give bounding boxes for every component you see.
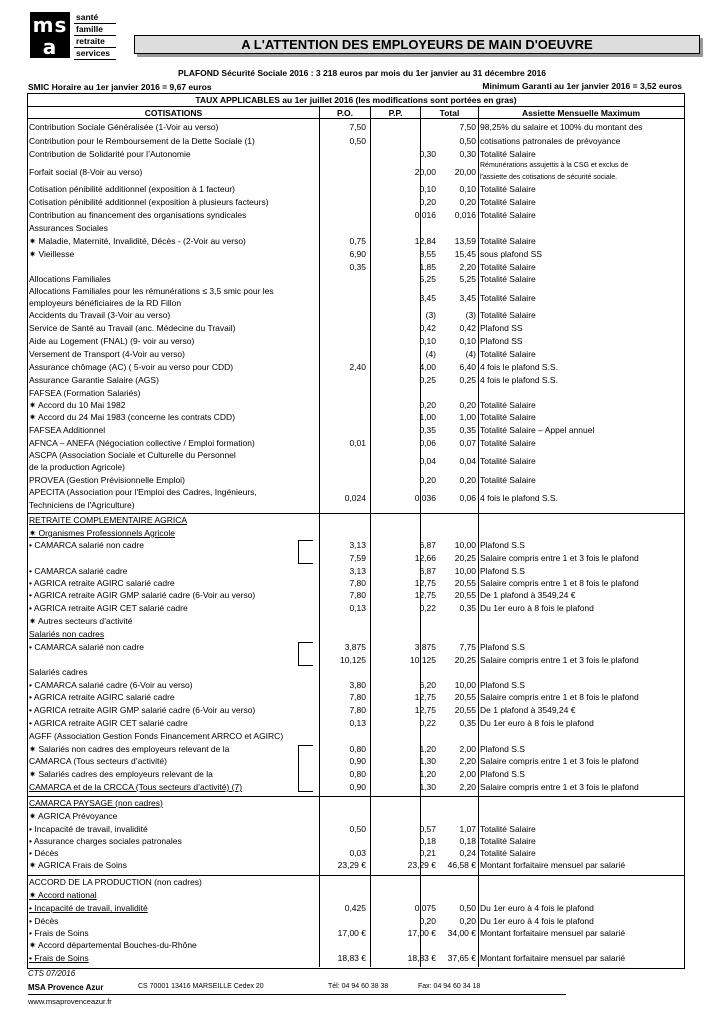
cell-po: 23,29 € — [337, 860, 366, 870]
cell-total: 34,00 € — [447, 928, 476, 938]
divider — [27, 118, 684, 119]
cell-po: 0,03 — [349, 848, 366, 858]
msa-logo: ms a — [30, 12, 70, 58]
cell-total: 5,25 — [459, 274, 476, 284]
cell-cotisation: • Incapacité de travail, invalidité — [29, 824, 148, 834]
cell-cotisation: Salariés cadres — [29, 667, 88, 677]
cell-cotisation: ✷ Accord du 10 Mai 1982 — [29, 400, 126, 410]
cell-total: 37,65 € — [447, 953, 476, 963]
cell-total: 0,20 — [459, 916, 476, 926]
cell-total: 20,55 — [454, 692, 476, 702]
cell-pp: 1,30 — [419, 782, 436, 792]
cell-cotisation: CAMARCA (Tous secteurs d’activité) — [29, 756, 167, 766]
cell-assiette: Du 1er euro à 4 fois le plafond — [480, 916, 594, 926]
footer-address: CS 70001 13416 MARSEILLE Cedex 20 — [138, 983, 264, 990]
col-header-total: Total — [439, 108, 460, 118]
cell-total: 20,55 — [454, 578, 476, 588]
cell-total: 0,10 — [459, 336, 476, 346]
taux-caption: TAUX APPLICABLES au 1er juillet 2016 (les modifications sont portées en gras) — [195, 95, 517, 105]
cell-po: 0,90 — [349, 782, 366, 792]
bracket — [298, 745, 313, 792]
cell-pp: 1,85 — [419, 262, 436, 272]
cell-pp: 0,22 — [419, 603, 436, 613]
cell-pp: (3) — [425, 310, 436, 320]
cell-pp: 8,55 — [419, 249, 436, 259]
cell-pp: 0,18 — [419, 836, 436, 846]
cell-total: 3,45 — [459, 293, 476, 303]
cell-pp: 0,21 — [419, 848, 436, 858]
cell-assiette: Totalité Salaire — [480, 349, 536, 359]
cell-cotisation: FAFSEA Additionnel — [29, 425, 106, 435]
cell-assiette: 98,25% du salaire et 100% du montant des — [480, 122, 643, 132]
cell-cotisation: ✷ AGRICA Prévoyance — [29, 811, 118, 821]
cell-assiette: Plafond S.S — [480, 769, 525, 779]
cell-po: 0,75 — [349, 236, 366, 246]
footer-fax: Fax: 04 94 60 34 18 — [418, 983, 481, 990]
bracket — [298, 642, 313, 666]
smic-line: SMIC Horaire au 1er janvier 2016 = 9,67 euros — [28, 82, 212, 92]
cell-pp: 1,20 — [419, 769, 436, 779]
cell-assiette: Salaire compris entre 1 et 3 fois le plafond — [480, 782, 639, 792]
cell-cotisation: • AGRICA retraite AGIR CET salarié cadre — [29, 718, 188, 728]
cell-po: 0,35 — [349, 262, 366, 272]
cell-pp: 0,20 — [419, 916, 436, 926]
cell-pp: 0,016 — [414, 210, 436, 220]
cell-total: 13,59 — [454, 236, 476, 246]
cell-cotisation: Assurances Sociales — [29, 223, 108, 233]
cell-assiette: Du 1er euro à 8 fois le plafond — [480, 603, 594, 613]
cell-cotisation: Allocations Familiales — [29, 274, 111, 284]
cell-po: 7,80 — [349, 705, 366, 715]
cell-po: 0,80 — [349, 744, 366, 754]
footer-web: www.msaprovenceazur.fr — [28, 997, 112, 1006]
divider — [27, 875, 684, 876]
cell-assiette: Salaire compris entre 1 et 8 fois le plafond — [480, 692, 639, 702]
cell-po: 0,024 — [344, 493, 366, 503]
cell-pp: 0,10 — [419, 336, 436, 346]
cell-pp: (4) — [425, 349, 436, 359]
cell-total: 46,58 € — [447, 860, 476, 870]
cell-cotisation: APECITA (Association pour l'Emploi des Cadres, Ingénieurs, — [29, 487, 257, 497]
cell-assiette: Totalité Salaire — [480, 184, 536, 194]
cell-cotisation: ACCORD DE LA PRODUCTION (non cadres) — [29, 877, 202, 887]
cell-assiette: Plafond S.S — [480, 566, 525, 576]
cell-cotisation: Cotisation pénibilité additionnel (exposition à plusieurs facteurs) — [29, 197, 269, 207]
cell-cotisation: Assurance Garantie Salaire (AGS) — [29, 375, 159, 385]
cell-cotisation: • CAMARCA salarié cadre (6-Voir au verso) — [29, 680, 193, 690]
cell-pp: 4,00 — [419, 362, 436, 372]
cell-pp: 6,20 — [419, 680, 436, 690]
cell-cotisation: • Incapacité de travail, invalidité — [29, 903, 148, 913]
cell-cotisation: • AGRICA retraite AGIR GMP salarié cadre (6-Voir au verso) — [29, 705, 256, 715]
cell-assiette: Totalité Salaire — [480, 197, 536, 207]
plafond-line: PLAFOND Sécurité Sociale 2016 : 3 218 euros par mois du 1er janvier au 31 décembre 2016 — [177, 68, 547, 78]
cell-total: 0,10 — [459, 184, 476, 194]
cell-cotisation: Aide au Logement (FNAL) (9- voir au verso) — [29, 336, 195, 346]
cell-cotisation: Forfait social (8-Voir au verso) — [29, 167, 143, 177]
cell-cotisation: ✷ Salariés non cadres des employeurs relevant de la — [29, 744, 230, 754]
cell-po: 0,425 — [344, 903, 366, 913]
cell-pp: 0,20 — [419, 197, 436, 207]
cell-cotisation: ✷ Accord national — [29, 890, 97, 900]
cell-total: 1,00 — [459, 412, 476, 422]
cell-cotisation: • AGRICA retraite AGIRC salarié cadre — [29, 692, 175, 702]
cell-cotisation: Salariés non cadres — [29, 629, 105, 639]
cell-cotisation: ASCPA (Association Sociale et Culturelle du Personnel — [29, 450, 236, 460]
cell-po: 3,875 — [344, 642, 366, 652]
cell-cotisation: ✷ AGRICA Frais de Soins — [29, 860, 127, 870]
cell-total: 0,24 — [459, 848, 476, 858]
cell-total: 0,35 — [459, 425, 476, 435]
cell-cotisation: • Frais de Soins — [29, 928, 89, 938]
cell-assiette: cotisations patronales de prévoyance — [480, 136, 621, 146]
cell-pp: 0,04 — [419, 456, 436, 466]
cell-cotisation: Contribution pour le Remboursement de la Dette Sociale (1) — [29, 136, 255, 146]
cell-assiette: Totalité Salaire — [480, 848, 536, 858]
cell-po: 7,50 — [349, 122, 366, 132]
cell-cotisation: • Décès — [29, 848, 59, 858]
cell-pp: 3,45 — [419, 293, 436, 303]
cell-po: 0,50 — [349, 824, 366, 834]
cell-assiette: Montant forfaitaire mensuel par salarié — [480, 928, 626, 938]
cell-pp: 3,875 — [414, 642, 436, 652]
cell-total: 7,50 — [459, 122, 476, 132]
cell-cotisation: Contribution au financement des organisations syndicales — [29, 210, 247, 220]
cell-total: 0,50 — [459, 136, 476, 146]
cell-assiette: De 1 plafond à 3549,24 € — [480, 590, 576, 600]
cell-assiette: Plafond S.S — [480, 642, 525, 652]
cell-pp: 12,84 — [414, 236, 436, 246]
cell-pp: 5,25 — [419, 274, 436, 284]
cell-po: 7,59 — [349, 553, 366, 563]
cell-cotisation: AGFF (Association Gestion Fonds Financement ARRCO et AGIRC) — [29, 731, 284, 741]
cell-cotisation: AFNCA – ANEFA (Négociation collective / Emploi formation) — [29, 438, 255, 448]
cell-assiette: Totalité Salaire — [480, 475, 536, 485]
cell-total: 0,016 — [454, 210, 476, 220]
cell-total: 20,55 — [454, 590, 476, 600]
cell-cotisation: • Décès — [29, 916, 59, 926]
cell-cotisation: Accidents du Travail (3-Voir au verso) — [29, 310, 171, 320]
cell-assiette: Salaire compris entre 1 et 8 fois le plafond — [480, 578, 639, 588]
cell-assiette: Totalité Salaire – Appel annuel — [480, 425, 595, 435]
logo-word: retraite — [74, 36, 116, 48]
footer-rule — [28, 994, 566, 995]
cell-cotisation: Assurance chômage (AC) ( 5-voir au verso pour CDD) — [29, 362, 234, 372]
cell-total: 20,25 — [454, 553, 476, 563]
footer-org: MSA Provence Azur — [28, 983, 104, 992]
cell-pp: 0,57 — [419, 824, 436, 834]
cell-pp: 0,20 — [419, 475, 436, 485]
divider — [27, 106, 684, 107]
cell-total: 6,40 — [459, 362, 476, 372]
cell-cotisation: ✷ Maladie, Maternité, Invalidité, Décès - (2-Voir au verso) — [29, 236, 246, 246]
cell-po: 18,83 € — [337, 953, 366, 963]
cell-cotisation: employeurs bénéficiaires de la RD Fillon — [29, 298, 182, 308]
cell-po: 0,50 — [349, 136, 366, 146]
cell-total: 20,25 — [454, 655, 476, 665]
cell-po: 7,80 — [349, 692, 366, 702]
cell-po: 2,40 — [349, 362, 366, 372]
cell-total: (4) — [465, 349, 476, 359]
cell-po: 0,80 — [349, 769, 366, 779]
cell-cotisation: Service de Santé au Travail (anc. Médecine du Travail) — [29, 323, 236, 333]
cell-pp: 0,06 — [419, 438, 436, 448]
cell-pp: 0,036 — [414, 493, 436, 503]
cell-assiette: Salaire compris entre 1 et 3 fois le plafond — [480, 756, 639, 766]
cell-assiette: Du 1er euro à 8 fois le plafond — [480, 718, 594, 728]
cell-pp: 0,20 — [419, 400, 436, 410]
cell-assiette: Salaire compris entre 1 et 3 fois le plafond — [480, 553, 639, 563]
cell-cotisation: ✷ Vieillesse — [29, 249, 75, 259]
cell-pp: 20,00 — [414, 167, 436, 177]
cell-po: 0,01 — [349, 438, 366, 448]
cell-assiette: Rémunérations assujettis à la CSG et exclus de — [480, 162, 629, 169]
cell-cotisation: RETRAITE COMPLEMENTAIRE AGRICA — [29, 515, 188, 525]
cell-po: 10,125 — [340, 655, 366, 665]
cell-total: 0,42 — [459, 323, 476, 333]
cell-assiette: Plafond SS — [480, 323, 523, 333]
cell-pp: 6,87 — [419, 566, 436, 576]
cell-po: 3,13 — [349, 566, 366, 576]
cell-assiette: Totalité Salaire — [480, 293, 536, 303]
cell-pp: 0,22 — [419, 718, 436, 728]
cell-cotisation: ✷ Salariés cadres des employeurs relevant de la — [29, 769, 213, 779]
cell-assiette: 4 fois le plafond S.S. — [480, 493, 558, 503]
minimum-garanti-line: Minimum Garanti au 1er janvier 2016 = 3,52 euros — [482, 81, 682, 91]
col-header-pp: P.P. — [388, 108, 403, 118]
cell-cotisation: Allocations Familiales pour les rémunérations ≤ 3,5 smic pour les — [29, 286, 274, 296]
cell-assiette: Totalité Salaire — [480, 262, 536, 272]
cell-assiette: Plafond S.S — [480, 744, 525, 754]
cell-total: 7,75 — [459, 642, 476, 652]
cell-pp: 0,42 — [419, 323, 436, 333]
cell-pp: 12,66 — [414, 553, 436, 563]
cell-total: 10,00 — [454, 566, 476, 576]
cell-po: 7,80 — [349, 578, 366, 588]
cell-assiette: 4 fois le plafond S.S. — [480, 375, 558, 385]
cell-assiette: sous plafond SS — [480, 249, 542, 259]
cell-cotisation: Contribution Sociale Généralisée (1-Voir au verso) — [29, 122, 219, 132]
cell-pp: 12,75 — [414, 578, 436, 588]
footer-tel: Tél: 04 94 60 38 38 — [328, 983, 389, 990]
cell-total: 10,00 — [454, 680, 476, 690]
cell-total: 2,00 — [459, 769, 476, 779]
cell-assiette: Totalité Salaire — [480, 310, 536, 320]
bracket — [298, 540, 313, 564]
cell-po: 7,80 — [349, 590, 366, 600]
cell-cotisation: • CAMARCA salarié non cadre — [29, 540, 144, 550]
cell-total: 0,30 — [459, 149, 476, 159]
cell-assiette: Totalité Salaire — [480, 824, 536, 834]
cell-total: 10,00 — [454, 540, 476, 550]
cell-po: 17,00 € — [337, 928, 366, 938]
cell-total: 0,04 — [459, 456, 476, 466]
cell-pp: 1,00 — [419, 412, 436, 422]
cell-assiette: Totalité Salaire — [480, 438, 536, 448]
cell-total: 0,18 — [459, 836, 476, 846]
cell-assiette: l'assiette des cotisations de sécurité sociale. — [480, 174, 618, 181]
divider — [27, 513, 684, 514]
cell-assiette: Totalité Salaire — [480, 412, 536, 422]
cell-assiette: De 1 plafond à 3549,24 € — [480, 705, 576, 715]
cell-total: 0,35 — [459, 603, 476, 613]
cell-cotisation: Techniciens de l'Agriculture) — [29, 500, 135, 510]
cell-pp: 0,075 — [414, 903, 436, 913]
cell-cotisation: CAMARCA PAYSAGE (non cadres) — [29, 798, 163, 808]
cell-cotisation: • AGRICA retraite AGIR CET salarié cadre — [29, 603, 188, 613]
cell-assiette: Montant forfaitaire mensuel par salarié — [480, 860, 626, 870]
cell-assiette: Montant forfaitaire mensuel par salarié — [480, 953, 626, 963]
cell-total: 0,20 — [459, 400, 476, 410]
cell-pp: 6,87 — [419, 540, 436, 550]
cell-total: 2,00 — [459, 744, 476, 754]
cell-po: 3,80 — [349, 680, 366, 690]
cell-pp: 12,75 — [414, 705, 436, 715]
cell-total: 0,06 — [459, 493, 476, 503]
cell-total: 15,45 — [454, 249, 476, 259]
cell-assiette: Plafond S.S — [480, 540, 525, 550]
cell-cotisation: ✷ Accord du 24 Mai 1983 (concerne les contrats CDD) — [29, 412, 236, 422]
cell-pp: 10,125 — [410, 655, 436, 665]
cell-po: 0,90 — [349, 756, 366, 766]
cell-total: 2,20 — [459, 262, 476, 272]
cell-assiette: Totalité Salaire — [480, 210, 536, 220]
cell-cotisation: ✷ Autres secteurs d’activité — [29, 616, 133, 626]
cell-cotisation: • AGRICA retraite AGIRC salarié cadre — [29, 578, 175, 588]
cell-cotisation: ✷ Accord départemental Bouches-du-Rhône — [29, 940, 197, 950]
logo-words — [74, 12, 116, 60]
cell-total: 1,07 — [459, 824, 476, 834]
cell-assiette: Totalité Salaire — [480, 236, 536, 246]
cell-total: 20,55 — [454, 705, 476, 715]
cell-total: 20,00 — [454, 167, 476, 177]
cell-po: 3,13 — [349, 540, 366, 550]
cell-pp: 0,30 — [419, 149, 436, 159]
cell-pp: 17,00 € — [407, 928, 436, 938]
cell-cotisation: Versement de Transport (4-Voir au verso) — [29, 349, 185, 359]
cell-pp: 1,20 — [419, 744, 436, 754]
logo-word: famille — [74, 24, 116, 36]
cell-po: 0,13 — [349, 603, 366, 613]
cell-pp: 0,10 — [419, 184, 436, 194]
cell-total: 0,50 — [459, 903, 476, 913]
cell-total: (3) — [465, 310, 476, 320]
cell-pp: 12,75 — [414, 692, 436, 702]
cell-cotisation: ✷ Organismes Professionnels Agricole — [29, 528, 176, 538]
cell-cotisation: FAFSEA (Formation Salariés) — [29, 388, 141, 398]
cell-assiette: Totalité Salaire — [480, 400, 536, 410]
cell-assiette: Du 1er euro à 4 fois le plafond — [480, 903, 594, 913]
divider — [27, 796, 684, 797]
cell-cotisation: Cotisation pénibilité additionnel (exposition à 1 facteur) — [29, 184, 236, 194]
cell-pp: 12,75 — [414, 590, 436, 600]
cell-po: 6,90 — [349, 249, 366, 259]
col-header-cotisations: COTISATIONS — [144, 108, 203, 118]
page-title: A L'ATTENTION DES EMPLOYEURS DE MAIN D'OEUVRE — [134, 35, 700, 54]
cell-assiette: Totalité Salaire — [480, 836, 536, 846]
cell-total: 0,35 — [459, 718, 476, 728]
footer-cts: CTS 07/2016 — [28, 969, 76, 978]
cell-pp: 23,29 € — [407, 860, 436, 870]
cell-cotisation: • Frais de Soins — [29, 953, 89, 963]
cell-cotisation: • CAMARCA salarié cadre — [29, 566, 128, 576]
cell-assiette: Plafond S.S — [480, 680, 525, 690]
cell-assiette: 4 fois le plafond S.S. — [480, 362, 558, 372]
cell-po: 0,13 — [349, 718, 366, 728]
cell-assiette: Totalité Salaire — [480, 149, 536, 159]
cell-cotisation: Contribution de Solidarité pour l’Autonomie — [29, 149, 191, 159]
cell-pp: 18,83 € — [407, 953, 436, 963]
cell-cotisation: • Assurance charges sociales patronales — [29, 836, 182, 846]
cell-assiette: Totalité Salaire — [480, 456, 536, 466]
cell-cotisation: de la production Agricole) — [29, 462, 125, 472]
col-divider — [478, 107, 479, 967]
cell-cotisation: • AGRICA retraite AGIR GMP salarié cadre (6-Voir au verso) — [29, 590, 256, 600]
logo-word: services — [74, 48, 116, 60]
cell-assiette: Salaire compris entre 1 et 3 fois le plafond — [480, 655, 639, 665]
cell-total: 0,20 — [459, 475, 476, 485]
cell-cotisation: CAMARCA et de la CRCCA (Tous secteurs d’activité) (7) — [29, 782, 243, 792]
cell-assiette: Totalité Salaire — [480, 274, 536, 284]
cell-pp: 1,30 — [419, 756, 436, 766]
cell-total: 0,07 — [459, 438, 476, 448]
cell-total: 0,25 — [459, 375, 476, 385]
cell-total: 2,20 — [459, 782, 476, 792]
cell-total: 0,20 — [459, 197, 476, 207]
col-header-po: P.O. — [337, 108, 353, 118]
cell-assiette: Plafond SS — [480, 336, 523, 346]
cell-pp: 0,35 — [419, 425, 436, 435]
col-header-assiette: Assiette Mensuelle Maximum — [521, 108, 641, 118]
cell-cotisation: • CAMARCA salarié non cadre — [29, 642, 144, 652]
logo-word: santé — [74, 12, 116, 24]
cell-total: 2,20 — [459, 756, 476, 766]
cell-cotisation: PROVEA (Gestion Prévisionnelle Emploi) — [29, 475, 185, 485]
cell-pp: 0,25 — [419, 375, 436, 385]
